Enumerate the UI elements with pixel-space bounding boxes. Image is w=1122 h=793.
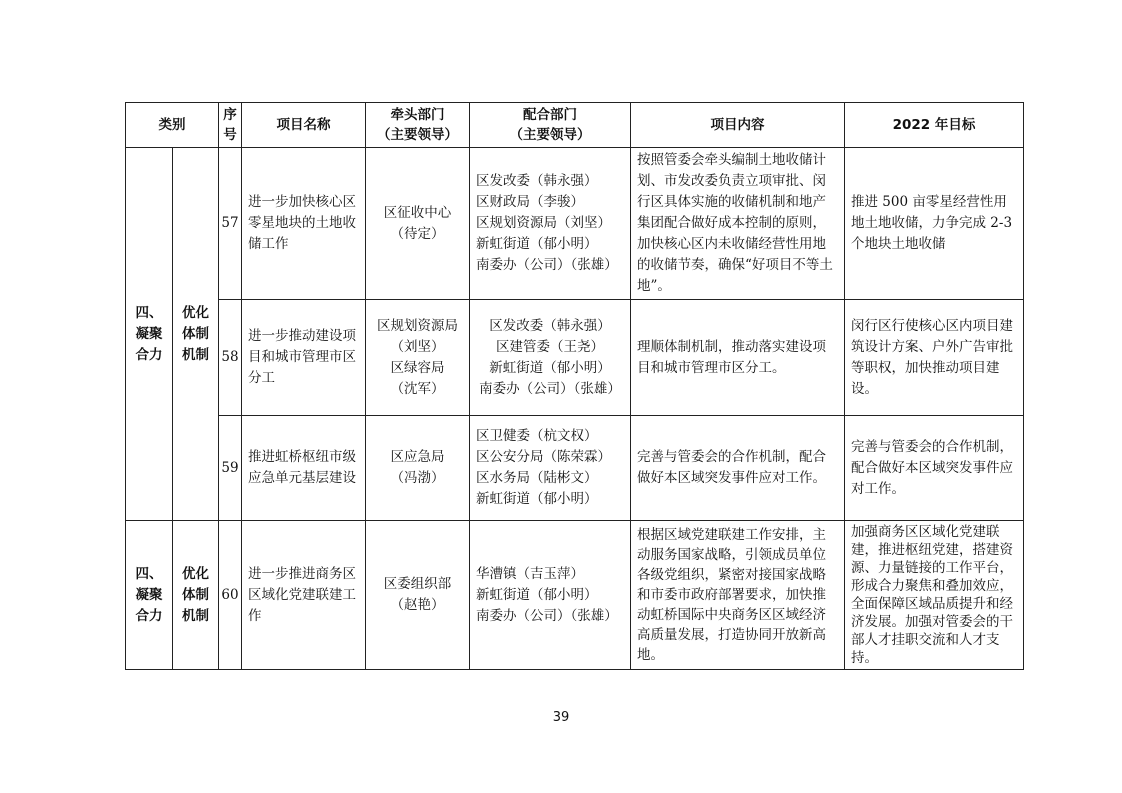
row-coop-dept: 区卫健委（杭文权） 区公安分局（陈荣霖） 区水务局（陆彬文） 新虹街道（郁小明） — [470, 416, 631, 521]
row-coop-dept: 华漕镇（吉玉萍） 新虹街道（郁小明） 南委办（公司）（张雄） — [470, 521, 631, 670]
header-lead-dept: 牵头部门 （主要领导） — [366, 103, 470, 148]
header-name: 项目名称 — [242, 103, 366, 148]
row-content: 根据区域党建联建工作安排，主动服务国家战略，引领成员单位各级党组织，紧密对接国家战略和市委市政府部署要求，加快推动虹桥国际中央商务区区域经济高质量发展，打造协同开放新高地。 — [631, 521, 845, 670]
category-level2: 优化 体制 机制 — [173, 521, 219, 670]
table-row — [126, 300, 1024, 416]
row-lead-dept: 区应急局 （冯渤） — [366, 416, 470, 521]
page-number: 39 — [552, 710, 570, 725]
row-project-name: 进一步推动建设项目和城市管理市区分工 — [242, 300, 366, 416]
table-row — [126, 416, 1024, 521]
row-lead-dept: 区规划资源局 （刘坚） 区绿容局 （沈军） — [366, 300, 470, 416]
row-seq: 60 — [219, 521, 242, 670]
row-seq: 57 — [219, 148, 242, 300]
table-header-row — [126, 103, 1024, 148]
row-content: 理顺体制机制，推动落实建设项目和城市管理市区分工。 — [631, 300, 845, 416]
header-content: 项目内容 — [631, 103, 845, 148]
category-level1: 四、 凝聚 合力 — [126, 148, 173, 521]
row-project-name: 推进虹桥枢纽市级应急单元基层建设 — [242, 416, 366, 521]
row-coop-dept: 区发改委（韩永强） 区财政局（李骏） 区规划资源局（刘坚） 新虹街道（郁小明） 南委办（公司）（张雄） — [470, 148, 631, 300]
row-target: 推进 500 亩零星经营性用地土地收储，力争完成 2-3 个地块土地收储 — [845, 148, 1024, 300]
row-content: 完善与管委会的合作机制，配合做好本区域突发事件应对工作。 — [631, 416, 845, 521]
header-category: 类别 — [126, 103, 219, 148]
row-project-name: 进一步推进商务区区域化党建联建工作 — [242, 521, 366, 670]
category-level2: 优化 体制 机制 — [173, 148, 219, 521]
row-project-name: 进一步加快核心区零星地块的土地收储工作 — [242, 148, 366, 300]
row-coop-dept: 区发改委（韩永强） 区建管委（王尧） 新虹街道（郁小明） 南委办（公司）（张雄） — [470, 300, 631, 416]
row-lead-dept: 区委组织部 （赵艳） — [366, 521, 470, 670]
table-row — [126, 148, 1024, 300]
header-target: 2022 年目标 — [845, 103, 1024, 148]
row-seq: 58 — [219, 300, 242, 416]
project-table — [125, 102, 1024, 670]
category-level1: 四、 凝聚 合力 — [126, 521, 173, 670]
row-lead-dept: 区征收中心 （待定） — [366, 148, 470, 300]
header-coop-dept: 配合部门 （主要领导） — [470, 103, 631, 148]
row-content: 按照管委会牵头编制土地收储计划、市发改委负责立项审批、闵行区具体实施的收储机制和地产集团配合做好成本控制的原则，加快核心区内未收储经营性用地的收储节奏，确保“好项目不等土地”。 — [631, 148, 845, 300]
header-seq: 序 号 — [219, 103, 242, 148]
row-target: 加强商务区区域化党建联建，推进枢纽党建，搭建资源、力量链接的工作平台，形成合力聚焦和叠加效应，全面保障区域品质提升和经济发展。加强对管委会的干部人才挂职交流和人才支持。 — [845, 521, 1024, 670]
table-row — [126, 521, 1024, 670]
row-seq: 59 — [219, 416, 242, 521]
row-target: 完善与管委会的合作机制，配合做好本区域突发事件应对工作。 — [845, 416, 1024, 521]
row-target: 闵行区行使核心区内项目建筑设计方案、户外广告审批等职权，加快推动项目建设。 — [845, 300, 1024, 416]
